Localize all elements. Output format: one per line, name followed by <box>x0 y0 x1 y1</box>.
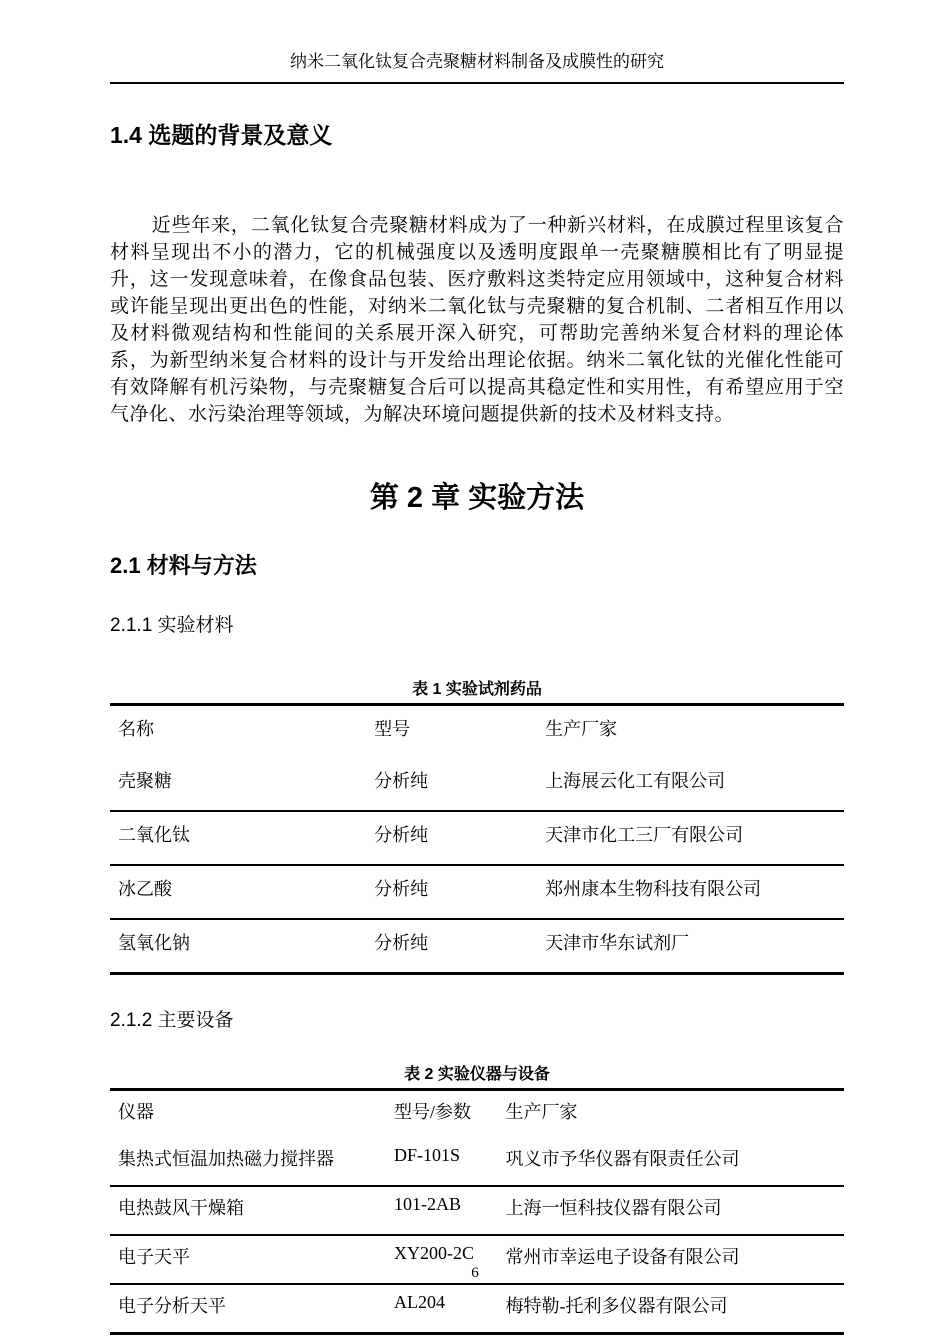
table-cell: 天津市化工三厂有限公司 <box>545 825 744 845</box>
page-number: 6 <box>471 1265 479 1281</box>
table-row <box>110 758 844 811</box>
table-cell: 101-2AB <box>393 1194 461 1214</box>
table-cell: 二氧化钛 <box>118 825 190 845</box>
table-cell: 上海一恒科技仪器有限公司 <box>505 1198 722 1218</box>
chapter-2-heading: 第 2 章 实验方法 <box>369 482 585 514</box>
table-cell: 巩义市予华仪器有限责任公司 <box>505 1149 740 1169</box>
table-2-caption: 表 2 实验仪器与设备 <box>404 1066 550 1083</box>
table-row <box>110 1284 844 1334</box>
section-heading-2-1-2: 2.1.2 主要设备 <box>110 1010 234 1031</box>
table-cell: 壳聚糖 <box>118 771 172 791</box>
reagents-table <box>110 703 844 975</box>
column-header: 仪器 <box>118 1102 154 1122</box>
table-cell: 分析纯 <box>374 933 429 953</box>
table-cell: 分析纯 <box>374 771 429 791</box>
table-cell: 分析纯 <box>374 879 429 899</box>
equipment-table <box>110 1088 844 1335</box>
table-row <box>110 1186 844 1235</box>
table-row <box>110 1138 844 1186</box>
table-cell: 电子天平 <box>118 1247 190 1267</box>
table-cell: 分析纯 <box>374 825 429 845</box>
table-cell: 冰乙酸 <box>118 879 172 899</box>
section-heading-2-1: 2.1 材料与方法 <box>110 553 257 578</box>
table-cell: 天津市华东试剂厂 <box>545 933 690 953</box>
column-header: 生产厂家 <box>505 1102 578 1122</box>
table-cell: 电热鼓风干燥箱 <box>118 1198 244 1218</box>
column-header: 生产厂家 <box>545 719 618 739</box>
column-header: 型号 <box>374 719 411 739</box>
column-header: 型号/参数 <box>393 1102 471 1122</box>
table-cell: 梅特勒-托利多仪器有限公司 <box>505 1296 728 1316</box>
table-cell: 郑州康本生物科技有限公司 <box>545 879 762 899</box>
table-header-row <box>110 1090 844 1139</box>
column-header: 名称 <box>118 719 154 739</box>
section-1-4-paragraph: 近些年来，二氧化钛复合壳聚糖材料成为了一种新兴材料，在成膜过程里该复合材料呈现出不小的潜力，它的机械强度以及透明度跟单一壳聚糖膜相比有了明显提升，这一发现意味着，在像食品包装、医疗敷料这类特定应用领域中，这种复合材料或许能呈现出更出色的性能，对纳米二氧化钛与壳聚糖的复合机制、二者相互作用以及材料微观结构和性能间的关系展开深入研究，可帮助完善纳米复合材料的理论体系，为新型纳米复合材料的设计与开发给出理论依据。纳米二氧化钛的光催化性能可有效降解有机污染物，与壳聚糖复合后可以提高其稳定性和实用性，有希望应用于空气净化、水污染治理等领域，为解决环境问题提供新的技术及材料支持。 <box>110 215 844 425</box>
table-row <box>110 919 844 974</box>
running-header: 纳米二氧化钛复合壳聚糖材料制备及成膜性的研究 <box>110 50 844 84</box>
table-1-caption: 表 1 实验试剂药品 <box>412 681 542 698</box>
table-cell: 常州市幸运电子设备有限公司 <box>505 1247 740 1267</box>
table-cell: 集热式恒温加热磁力搅拌器 <box>118 1149 334 1169</box>
table-row <box>110 811 844 865</box>
table-cell: 上海展云化工有限公司 <box>545 771 726 791</box>
table-cell: XY200-2C <box>393 1243 474 1263</box>
section-heading-1-4: 1.4 选题的背景及意义 <box>110 122 333 148</box>
table-cell: AL204 <box>393 1292 445 1312</box>
section-heading-2-1-1: 2.1.1 实验材料 <box>110 615 234 636</box>
table-header-row <box>110 705 844 759</box>
table-cell: 电子分析天平 <box>118 1296 226 1316</box>
table-cell: 氢氧化钠 <box>118 933 190 953</box>
table-row <box>110 865 844 919</box>
table-cell: DF-101S <box>393 1145 460 1165</box>
